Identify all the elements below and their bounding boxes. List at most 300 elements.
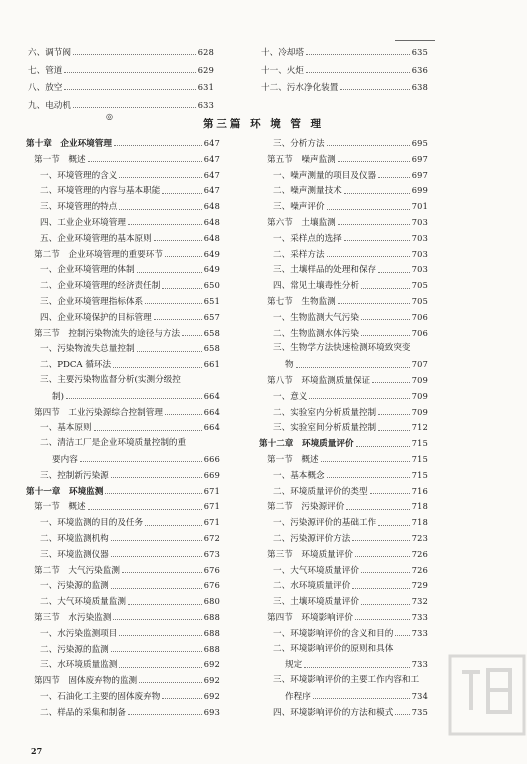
toc-entry-title: 第四节 环境影响评价 — [267, 612, 353, 623]
toc-entry-title: 三、土壤样品的处理和保存 — [273, 265, 377, 276]
dot-leader — [137, 272, 202, 273]
dot-leader — [119, 209, 201, 210]
dot-leader — [340, 89, 409, 90]
dot-leader — [395, 714, 409, 715]
toc-entry-title: 十一、火炬 — [261, 65, 304, 76]
page-number: 27 — [31, 746, 43, 756]
toc-entry — [259, 547, 428, 563]
dot-leader — [361, 335, 410, 336]
toc-entry — [261, 44, 428, 62]
dot-leader — [128, 604, 202, 605]
dot-leader — [327, 477, 410, 478]
toc-entry — [26, 594, 220, 610]
toc-entry-page: 647 — [203, 169, 220, 180]
toc-entry — [26, 373, 220, 389]
toc-entry-page: 706 — [411, 311, 428, 322]
toc-entry — [259, 673, 428, 689]
dot-leader — [361, 319, 410, 320]
toc-entry-title: 一、污染物流失总量控制 — [40, 344, 135, 355]
toc-entry-page: 699 — [411, 185, 428, 196]
toc-entry — [259, 594, 428, 610]
toc-entry-page: 715 — [411, 438, 428, 449]
dot-leader — [338, 224, 410, 225]
toc-entry-page: 718 — [411, 501, 428, 512]
toc-entry-title: 第一节 概述 — [34, 154, 86, 165]
dot-leader — [88, 509, 202, 510]
toc-entry-page: 695 — [411, 138, 428, 148]
dot-leader — [105, 493, 201, 494]
dot-leader — [327, 209, 410, 210]
toc-entry — [261, 62, 428, 80]
toc-entry — [259, 310, 428, 326]
toc-entry-title: 第十章 企业环境管理 — [26, 139, 112, 149]
toc-entry — [26, 136, 220, 152]
toc-entry-title: 三、噪声评价 — [273, 202, 325, 213]
toc-entry-title: 三、实验室间分析质量控制 — [273, 423, 377, 434]
toc-entry — [26, 389, 220, 405]
toc-entry — [26, 310, 220, 326]
toc-entry-title: 第二节 企业环境管理的重要环节 — [34, 249, 163, 260]
toc-entry-page: 671 — [203, 501, 220, 512]
toc-entry — [259, 389, 428, 405]
toc-entry-page: 735 — [411, 706, 428, 717]
dot-leader — [165, 414, 202, 415]
dot-leader — [94, 430, 202, 431]
toc-entry-page: 638 — [411, 82, 428, 92]
toc-entry — [259, 199, 428, 215]
toc-entry-page: 676 — [203, 580, 220, 591]
toc-entry-title: 十、冷却塔 — [261, 48, 304, 58]
toc-entry — [259, 499, 428, 515]
toc-entry-page: 707 — [411, 359, 428, 370]
dot-leader — [113, 619, 201, 620]
toc-entry-page: 647 — [203, 185, 220, 196]
toc-entry-page: 703 — [411, 216, 428, 227]
dot-leader — [64, 89, 195, 90]
toc-entry — [26, 484, 220, 500]
toc-entry-page: 703 — [411, 264, 428, 275]
toc-entry-title: 二、采样方法 — [273, 249, 325, 260]
toc-entry-title: 十二、污水净化装置 — [261, 83, 339, 93]
toc-entry-title: 第一节 概述 — [267, 454, 319, 465]
toc-entry-title: 五、企业环境管理的基本原则 — [40, 233, 152, 244]
toc-entry — [26, 341, 220, 357]
dot-leader — [66, 398, 202, 399]
dot-leader — [64, 72, 195, 73]
toc-entry — [259, 420, 428, 436]
toc-entry-title: 一、石油化工主要的固体废弃物 — [40, 691, 161, 702]
dot-leader — [128, 224, 202, 225]
toc-entry-page: 703 — [411, 248, 428, 259]
toc-entry-page: 673 — [203, 548, 220, 559]
toc-entry-page: 633 — [197, 99, 214, 110]
toc-entry-page: 697 — [411, 153, 428, 164]
toc-entry-title: 第二节 污染源评价 — [267, 502, 345, 513]
toc-entry-page: 705 — [411, 280, 428, 291]
toc-entry — [259, 610, 428, 626]
toc-entry-title: 第一节 概述 — [34, 502, 86, 513]
toc-entry-page: 729 — [411, 580, 428, 591]
dot-leader — [378, 430, 410, 431]
toc-entry-title: 三、分析方法 — [273, 139, 325, 149]
toc-entry-page: 716 — [411, 485, 428, 496]
dot-leader — [80, 461, 202, 462]
dot-leader — [154, 319, 202, 320]
dot-leader — [344, 193, 410, 194]
dot-leader — [114, 145, 202, 146]
toc-entry-page: 709 — [411, 406, 428, 417]
toc-entry-title: 第二节 大气污染监测 — [34, 565, 120, 576]
toc-entry-title: 二、PDCA 循环法 — [40, 360, 112, 371]
toc-entry — [26, 531, 220, 547]
toc-entry — [26, 278, 220, 294]
toc-entry-title: 第三节 水污染监测 — [34, 612, 112, 623]
dot-leader — [162, 698, 201, 699]
toc-entry-title: 四、常见土壤毒性分析 — [273, 281, 359, 292]
dot-leader — [378, 525, 410, 526]
toc-entry — [26, 626, 220, 642]
dot-leader — [128, 714, 202, 715]
toc-entry-page: 664 — [203, 422, 220, 433]
toc-entry — [259, 341, 428, 357]
toc-entry-page: 661 — [203, 359, 220, 370]
toc-entry-title: 一、污染源评价的基础工作 — [273, 518, 377, 529]
dot-leader — [111, 588, 202, 589]
dot-leader — [145, 525, 202, 526]
toc-entry — [26, 199, 220, 215]
toc-entry-title: 七、管道 — [28, 65, 63, 76]
toc-entry-page: 733 — [411, 627, 428, 638]
toc-entry-title: 二、水环境质量评价 — [273, 581, 351, 592]
toc-entry-page: 648 — [203, 201, 220, 212]
toc-entry-page: 664 — [203, 390, 220, 401]
toc-entry — [259, 183, 428, 199]
toc-entry — [259, 642, 428, 658]
toc-entry — [259, 294, 428, 310]
toc-entry-page: 693 — [203, 706, 220, 717]
toc-entry — [259, 247, 428, 263]
dot-leader — [88, 161, 202, 162]
toc-entry-page: 671 — [203, 517, 220, 528]
toc-entry — [259, 168, 428, 184]
toc-entry-title: 三、环境影响评价的主要工作内容和工 — [273, 675, 420, 686]
dot-leader — [327, 145, 410, 146]
toc-entry — [259, 215, 428, 231]
toc-entry-title: 二、企业环境管理的经济责任制 — [40, 281, 161, 292]
toc-entry — [259, 278, 428, 294]
toc-entry-page: 649 — [203, 264, 220, 275]
toc-entry — [259, 136, 428, 152]
toc-entry — [26, 610, 220, 626]
toc-entry-title: 规定 — [285, 660, 303, 671]
dot-leader — [378, 177, 410, 178]
toc-entry — [259, 405, 428, 421]
dot-leader — [296, 367, 410, 368]
toc-entry-title: 三、企业环境管理指标体系 — [40, 296, 144, 307]
dot-leader — [321, 461, 410, 462]
toc-entry-page: 658 — [203, 343, 220, 354]
dot-leader — [182, 335, 202, 336]
toc-entry-page: 733 — [411, 611, 428, 622]
toc-entry-title: 二、生物监测水体污染 — [273, 328, 359, 339]
toc-entry-title: 二、环境监测机构 — [40, 533, 109, 544]
toc-entry-title: 四、环境影响评价的方法和模式 — [273, 707, 394, 718]
toc-entry-page: 657 — [203, 311, 220, 322]
toc-entry — [26, 294, 220, 310]
toc-entry-title: 第十二章 环境质量评价 — [259, 439, 354, 450]
dot-leader — [145, 303, 202, 304]
toc-entry — [259, 578, 428, 594]
toc-entry — [259, 262, 428, 278]
toc-entry — [26, 247, 220, 263]
toc-entry — [26, 673, 220, 689]
toc-entry-page: 688 — [203, 627, 220, 638]
toc-entry — [259, 705, 428, 721]
toc-entry — [26, 642, 220, 658]
toc-entry-page: 647 — [203, 153, 220, 164]
dot-leader — [395, 635, 409, 636]
toc-entry-title: 一、生物监测大气污染 — [273, 312, 359, 323]
toc-entry — [259, 563, 428, 579]
dot-leader — [162, 193, 201, 194]
dot-leader — [113, 367, 202, 368]
toc-entry-title: 三、主要污染物监督分析(实测分级控 — [40, 374, 181, 385]
toc-entry — [26, 152, 220, 168]
dot-leader — [356, 446, 410, 447]
dot-leader — [162, 288, 201, 289]
toc-entry-title: 一、基本概念 — [273, 470, 325, 481]
toc-entry-page: 636 — [411, 64, 428, 75]
toc-entry-page: 706 — [411, 327, 428, 338]
toc-entry — [28, 97, 214, 115]
toc-entry-title: 三、环境管理的特点 — [40, 202, 118, 213]
toc-entry-page: 709 — [411, 374, 428, 385]
dot-leader — [378, 414, 410, 415]
dot-leader — [327, 256, 410, 257]
toc-entry-title: 二、环境管理的内容与基本职能 — [40, 186, 161, 197]
dot-leader — [111, 540, 202, 541]
dot-leader — [361, 572, 410, 573]
toc-entry — [26, 547, 220, 563]
toc-entry-title: 第五节 噪声监测 — [267, 154, 336, 165]
toc-entry-title: 四、工业企业环境管理 — [40, 217, 126, 228]
toc-entry-title: 一、污染源的监测 — [40, 581, 109, 592]
dot-leader — [344, 240, 410, 241]
toc-entry-title: 三、控制新污染源 — [40, 470, 109, 481]
dot-leader — [372, 382, 410, 383]
dot-leader — [119, 667, 201, 668]
toc-entry — [259, 626, 428, 642]
toc-entry-title: 一、环境监测的目的及任务 — [40, 518, 144, 529]
dot-leader — [111, 477, 202, 478]
toc-entry-title: 二、清洁工厂是企业环境质量控制的重 — [40, 438, 187, 449]
toc-entry — [26, 578, 220, 594]
toc-entry-page: 669 — [203, 469, 220, 480]
toc-entry-title: 三、土壤环境质量评价 — [273, 597, 359, 608]
toc-entry-page: 705 — [411, 295, 428, 306]
toc-entry-page: 631 — [197, 82, 214, 92]
dot-leader — [313, 698, 410, 699]
dot-leader — [338, 303, 410, 304]
toc-entry-title: 物 — [285, 360, 294, 371]
toc-entry — [26, 499, 220, 515]
toc-entry-page: 718 — [411, 517, 428, 528]
toc-entry-title: 制) — [52, 391, 64, 402]
toc-entry — [26, 515, 220, 531]
toc-entry-title: 一、环境影响评价的含义和目的 — [273, 628, 394, 639]
toc-entry-page: 680 — [203, 596, 220, 607]
toc-entry-page: 666 — [203, 453, 220, 464]
toc-entry — [26, 452, 220, 468]
toc-entry-title: 二、样品的采集和制备 — [40, 707, 126, 718]
toc-entry-page: 647 — [203, 138, 220, 148]
toc-entry-page: 629 — [197, 64, 214, 75]
toc-entry — [259, 689, 428, 705]
toc-entry-page: 688 — [203, 611, 220, 622]
dot-leader — [306, 54, 410, 55]
toc-entry — [28, 62, 214, 80]
toc-entry-page: 697 — [411, 169, 428, 180]
right-column — [259, 136, 428, 720]
top-rule — [395, 40, 435, 41]
dot-leader — [137, 351, 202, 352]
toc-entry-title: 第四节 工业污染源综合控制管理 — [34, 407, 163, 418]
top-right-column — [261, 44, 428, 97]
toc-entry — [26, 468, 220, 484]
toc-entry-title: 八、放空 — [28, 83, 63, 93]
toc-entry-title: 一、大气环境质量评价 — [273, 565, 359, 576]
toc-entry-title: 要内容 — [52, 454, 78, 465]
toc-entry — [26, 168, 220, 184]
dot-leader — [119, 177, 201, 178]
dot-leader — [154, 240, 202, 241]
toc-entry — [259, 657, 428, 673]
toc-entry — [26, 326, 220, 342]
toc-entry — [259, 373, 428, 389]
toc-entry-title: 二、环境质量评价的类型 — [273, 486, 368, 497]
toc-entry-title: 二、实验室内分析质量控制 — [273, 407, 377, 418]
dot-leader — [309, 398, 409, 399]
dot-leader — [306, 72, 410, 73]
toc-entry-title: 一、环境管理的含义 — [40, 170, 118, 181]
toc-entry — [26, 689, 220, 705]
toc-entry-page: 715 — [411, 453, 428, 464]
toc-entry-title: 六、调节阀 — [28, 48, 71, 58]
toc-entry-title: 第三节 环境质量评价 — [267, 549, 353, 560]
dot-leader — [352, 588, 409, 589]
toc-entry-title: 作程序 — [285, 691, 311, 702]
toc-entry — [259, 452, 428, 468]
dot-leader — [361, 288, 410, 289]
toc-entry-page: 688 — [203, 643, 220, 654]
dot-leader — [73, 107, 196, 108]
toc-entry-title: 第六节 土壤监测 — [267, 217, 336, 228]
toc-entry-page: 726 — [411, 548, 428, 559]
toc-entry-title: 二、环境影响评价的原则和具体 — [273, 643, 394, 654]
toc-entry — [26, 262, 220, 278]
toc-entry-page: 692 — [203, 659, 220, 670]
toc-entry — [261, 79, 428, 97]
dot-leader — [346, 509, 409, 510]
toc-entry — [28, 79, 214, 97]
toc-entry-page: 703 — [411, 232, 428, 243]
toc-entry — [28, 44, 214, 62]
toc-entry — [259, 484, 428, 500]
toc-entry — [26, 705, 220, 721]
toc-entry — [259, 468, 428, 484]
toc-entry-page: 650 — [203, 280, 220, 291]
toc-entry-title: 一、意义 — [273, 391, 308, 402]
toc-entry-title: 一、企业环境管理的体制 — [40, 265, 135, 276]
toc-entry — [26, 231, 220, 247]
toc-entry — [259, 357, 428, 373]
toc-entry-page: 734 — [411, 690, 428, 701]
dot-leader — [355, 556, 410, 557]
toc-entry-page: 726 — [411, 564, 428, 575]
toc-entry-title: 一、水污染监测项目 — [40, 628, 118, 639]
dot-leader — [361, 604, 410, 605]
toc-entry-page: 648 — [203, 232, 220, 243]
toc-entry-page: 732 — [411, 596, 428, 607]
toc-entry-title: 三、环境监测仪器 — [40, 549, 109, 560]
toc-entry-page: 723 — [411, 532, 428, 543]
toc-entry-page: 651 — [203, 295, 220, 306]
dot-leader — [111, 556, 202, 557]
toc-entry — [26, 183, 220, 199]
watermark-seal — [440, 650, 527, 740]
toc-entry-title: 第七节 生物监测 — [267, 296, 336, 307]
toc-entry-page: 671 — [203, 485, 220, 496]
dot-leader — [355, 619, 410, 620]
toc-entry-title: 四、企业环境保护的目标管理 — [40, 312, 152, 323]
toc-entry-page: 715 — [411, 469, 428, 480]
toc-entry — [26, 563, 220, 579]
dot-leader — [304, 667, 410, 668]
toc-entry-title: 第三节 控制污染物流失的途径与方法 — [34, 328, 181, 339]
toc-entry — [26, 357, 220, 373]
toc-entry-title: 一、采样点的选择 — [273, 233, 342, 244]
dot-leader — [352, 540, 409, 541]
dot-leader — [370, 493, 410, 494]
toc-entry — [26, 405, 220, 421]
toc-entry-title: 第十一章 环境监测 — [26, 486, 104, 497]
dot-leader — [73, 54, 196, 55]
toc-entry — [259, 515, 428, 531]
dot-leader — [338, 161, 410, 162]
bullet-mark: ◎ — [106, 112, 113, 121]
toc-entry — [26, 420, 220, 436]
toc-entry — [259, 231, 428, 247]
left-column — [26, 136, 220, 720]
dot-leader — [165, 256, 202, 257]
toc-entry-page: 658 — [203, 327, 220, 338]
toc-entry — [259, 436, 428, 452]
toc-entry-page: 672 — [203, 532, 220, 543]
toc-entry-page: 628 — [197, 47, 214, 57]
toc-entry — [259, 531, 428, 547]
dot-leader — [139, 682, 202, 683]
dot-leader — [378, 272, 410, 273]
toc-entry — [26, 657, 220, 673]
dot-leader — [119, 635, 201, 636]
toc-entry-page: 649 — [203, 248, 220, 259]
toc-entry — [259, 152, 428, 168]
toc-entry — [259, 326, 428, 342]
part-title: 第三篇 环 境 管 理 — [202, 118, 325, 130]
toc-entry-page: 701 — [411, 201, 428, 212]
toc-entry-page: 692 — [203, 675, 220, 686]
toc-entry-title: 三、生物学方法快速检测环境致突变 — [273, 343, 411, 354]
